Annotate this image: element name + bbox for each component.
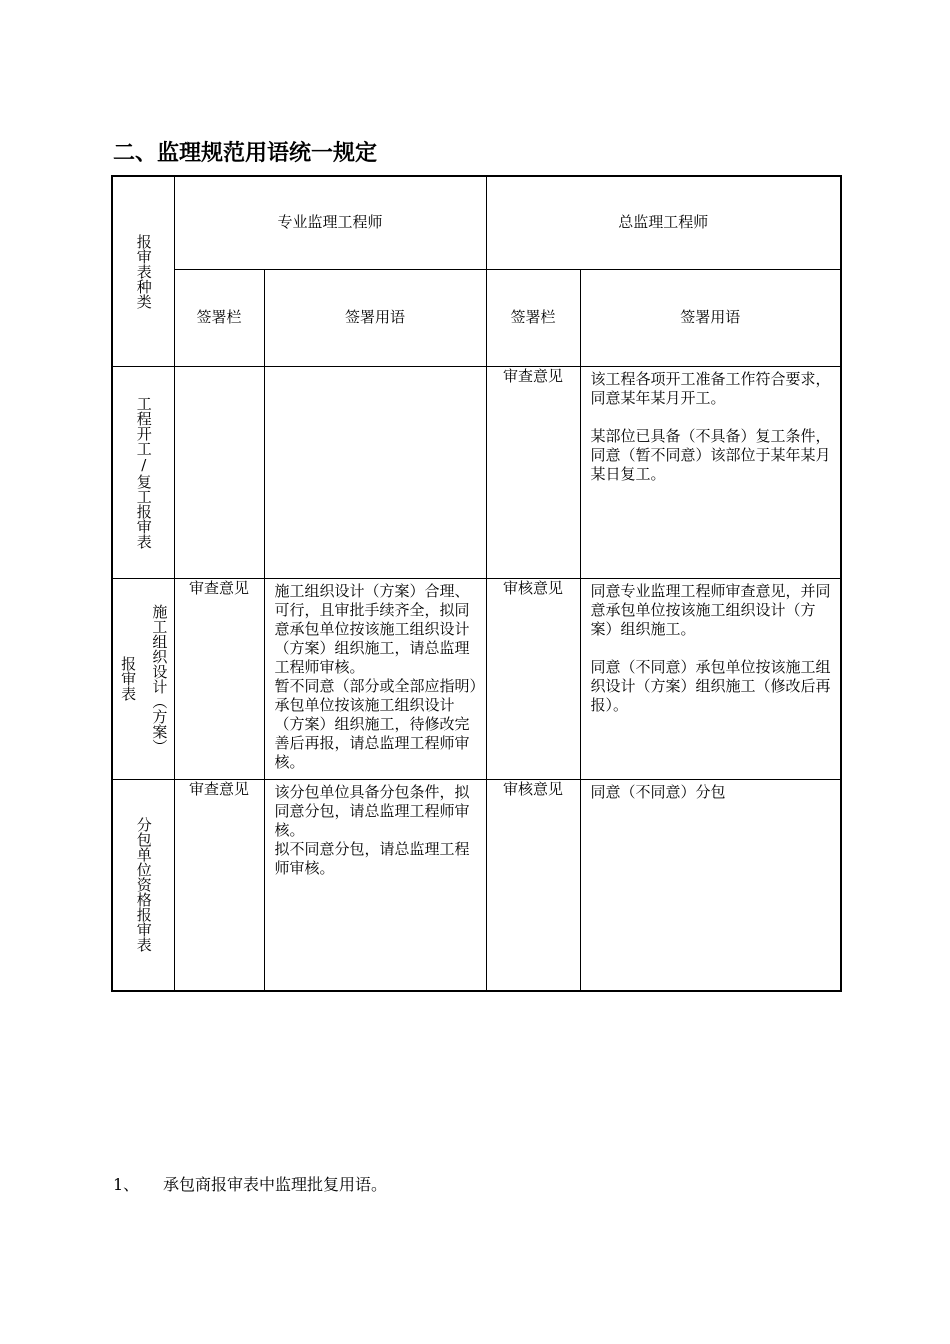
- footer-list-item: [113, 1172, 387, 1195]
- table-row: [112, 578, 841, 779]
- wording-paragraph: 同意专业监理工程师审查意见，并同意承包单位按该施工组织设计（方案）组织施工。: [590, 581, 831, 638]
- form-type-label: 工程开工/复工报审表: [134, 395, 153, 549]
- professional-wording-cell: [264, 779, 486, 991]
- professional-sign-cell: 审查意见: [174, 578, 264, 779]
- wording-paragraph: 该分包单位具备分包条件，拟同意分包，请总监理工程师审核。: [274, 782, 470, 839]
- form-type-cell: [112, 366, 174, 578]
- chief-sign-cell: 审查意见: [486, 366, 580, 578]
- form-type-label: 分包单位资格报审表: [134, 817, 153, 953]
- chief-wording-column-header: 签署用语: [580, 269, 841, 366]
- form-type-cell: [112, 779, 174, 991]
- list-number: 1、: [113, 1175, 140, 1194]
- form-type-header-label: 报审表种类: [134, 233, 153, 309]
- wording-paragraph: 同意（不同意）承包单位按该施工组织设计（方案）组织施工（修改后再报）。: [590, 657, 831, 714]
- chief-engineer-header: 总监理工程师: [486, 176, 841, 269]
- professional-sign-column-header: 签署栏: [174, 269, 264, 366]
- chief-wording-cell: [580, 779, 841, 991]
- form-type-label-suffix: 报审表: [119, 656, 138, 701]
- supervision-wording-table: [111, 175, 842, 992]
- wording-paragraph: 该工程各项开工准备工作符合要求，同意某年某月开工。: [590, 369, 831, 407]
- form-type-label: 施工组织设计（方案）: [150, 603, 169, 754]
- list-text: 承包商报审表中监理批复用语。: [163, 1175, 388, 1194]
- wording-paragraph: 同意（不同意）分包: [590, 782, 726, 801]
- professional-sign-cell: 审查意见: [174, 779, 264, 991]
- professional-wording-cell: [264, 578, 486, 779]
- chief-sign-column-header: 签署栏: [486, 269, 580, 366]
- professional-wording-cell: [264, 366, 486, 578]
- chief-sign-cell: 审核意见: [486, 779, 580, 991]
- wording-paragraph: 拟不同意分包，请总监理工程师审核。: [274, 839, 470, 877]
- wording-paragraph: 某部位已具备（不具备）复工条件，同意（暂不同意）该部位于某年某月某日复工。: [590, 426, 831, 483]
- table-row: [112, 779, 841, 991]
- wording-paragraph: 施工组织设计（方案）合理、可行，且审批手续齐全，拟同意承包单位按该施工组织设计（方案）组织施工，请总监理工程师审核。: [274, 581, 470, 676]
- wording-paragraph: 暂不同意（部分或全部应指明）承包单位按该施工组织设计（方案）组织施工，待修改完善后再报，请总监理工程师审核。: [274, 676, 478, 771]
- table-row: [112, 366, 841, 578]
- chief-wording-cell: [580, 366, 841, 578]
- chief-wording-cell: [580, 578, 841, 779]
- professional-wording-column-header: 签署用语: [264, 269, 486, 366]
- professional-engineer-header: 专业监理工程师: [174, 176, 486, 269]
- chief-sign-cell: 审核意见: [486, 578, 580, 779]
- form-type-header: [112, 176, 174, 366]
- form-type-cell: [112, 578, 174, 779]
- section-heading: 二、监理规范用语统一规定: [113, 141, 378, 166]
- professional-sign-cell: [174, 366, 264, 578]
